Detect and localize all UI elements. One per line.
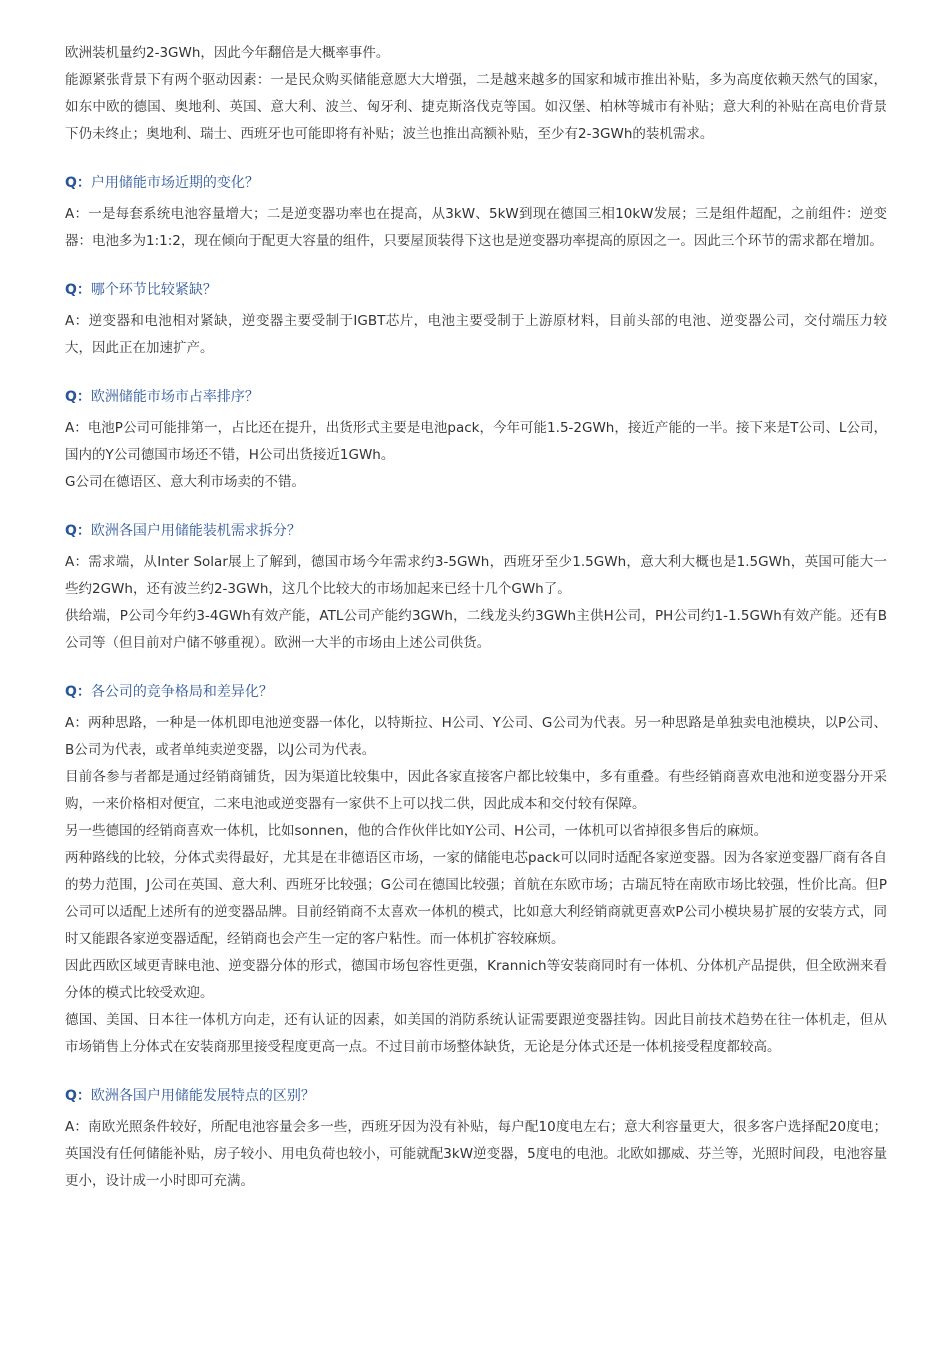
question-prefix: Q： [65,389,91,405]
answer-paragraph: 因此西欧区域更青睐电池、逆变器分体的形式，德国市场包容性更强，Krannich等安装商同时有一体机、分体机产品提供，但全欧洲来看分体的模式比较受欢迎。 [65,958,887,1001]
answer-paragraph: 目前各参与者都是通过经销商铺货，因为渠道比较集中，因此各家直接客户都比较集中，多有重叠。有些经销商喜欢电池和逆变器分开采购，一来价格相对便宜，二来电池或逆变器有一家供不上可以找二供，因此成本和交付较有保障。 [65,769,887,812]
question-text: 户用储能市场近期的变化？ [90,175,259,191]
answer-paragraph: 供给端，P公司今年约3-4GWh有效产能，ATL公司产能约3GWh，二线龙头约3GWh主供H公司，PH公司约1-1.5GWh有效产能。还有B公司等（但目前对户储不够重视）。欧洲一大半的市场由上述公司供货。 [65,608,887,651]
qa-section-shortage [65,277,887,362]
question-heading [65,384,887,411]
answer-paragraph: 另一些德国的经销商喜欢一体机，比如sonnen，他的合作伙伴比如Y公司、H公司，一体机可以省掉很多售后的麻烦。 [65,823,768,839]
question-text: 欧洲各国户用储能发展特点的区别？ [90,1088,315,1104]
answer-paragraph: 两种路线的比较，分体式卖得最好，尤其是在非德语区市场，一家的储能电芯pack可以同时适配各家逆变器。因为各家逆变器厂商有各自的势力范围，J公司在英国、意大利、西班牙比较强；G公司在德国比较强；首航在东欧市场；古瑞瓦特在南欧市场比较强，性价比高。但P公司可以适配上述所有的逆变器品牌。目前经销商不太喜欢一体机的模式，比如意大利经销商就更喜欢P公司小模块易扩展的安装方式，同时又能跟各家逆变器适配，经销商也会产生一定的客户粘性。而一体机扩容较麻烦。 [65,850,887,947]
intro-paragraph-2: 能源紧张背景下有两个驱动因素：一是民众购买储能意愿大大增强，二是越来越多的国家和城市推出补贴，多为高度依赖天然气的国家，如东中欧的德国、奥地利、英国、意大利、波兰、匈牙利、捷克斯洛伐克等国。如汉堡、柏林等城市有补贴；意大利的补贴在高电价背景下仍未终止；奥地利、瑞士、西班牙也可能即将有补贴；波兰也推出高额补贴，至少有2-3GWh的装机需求。 [65,72,887,142]
question-text: 各公司的竞争格局和差异化？ [90,684,273,700]
answer-paragraph: 德国、美国、日本往一体机方向走，还有认证的因素，如美国的消防系统认证需要跟逆变器挂钩。因此目前技术趋势在往一体机走，但从市场销售上分体式在安装商那里接受程度更高一点。不过目前市场整体缺货，无论是分体式还是一体机接受程度都较高。 [65,1012,887,1055]
question-heading [65,170,887,197]
question-heading [65,518,887,545]
question-text: 欧洲各国户用储能装机需求拆分？ [90,523,301,539]
answer-paragraph: A：电池P公司可能排第一，占比还在提升，出货形式主要是电池pack，今年可能1.5-2GWh，接近产能的一半。接下来是T公司、L公司，国内的Y公司德国市场还不错，H公司出货接近1GWh。 [65,420,887,463]
question-prefix: Q： [65,175,91,191]
answer-paragraph: A：南欧光照条件较好，所配电池容量会多一些，西班牙因为没有补贴，每户配10度电左右；意大利容量更大，很多客户选择配20度电；英国没有任何储能补贴，房子较小、用电负荷也较小，可能就配3kW逆变器，5度电的电池。北欧如挪威、芬兰等，光照时间段，电池容量更小，设计成一小时即可充满。 [65,1119,887,1189]
question-heading [65,679,887,706]
answer-paragraph: G公司在德语区、意大利市场卖的不错。 [65,474,305,490]
document-page [65,40,887,1195]
question-heading [65,1083,887,1110]
qa-section-competition [65,679,887,1061]
qa-section-country-differences [65,1083,887,1195]
qa-section-market-share [65,384,887,496]
answer-paragraph: A：一是每套系统电池容量增大；二是逆变器功率也在提高，从3kW、5kW到现在德国三相10kW发展；三是组件超配，之前组件：逆变器：电池多为1:1:2，现在倾向于配更大容量的组件，只要屋顶装得下这也是逆变器功率提高的原因之一。因此三个环节的需求都在增加。 [65,206,887,249]
intro-paragraph-1: 欧洲装机量约2-3GWh，因此今年翻倍是大概率事件。 [65,45,390,61]
answer-paragraph: A：两种思路，一种是一体机即电池逆变器一体化，以特斯拉、H公司、Y公司、G公司为代表。另一种思路是单独卖电池模块，以P公司、B公司为代表，或者单纯卖逆变器，以J公司为代表。 [65,715,887,758]
answer-paragraph: A：逆变器和电池相对紧缺，逆变器主要受制于IGBT芯片，电池主要受制于上游原材料，目前头部的电池、逆变器公司，交付端压力较大，因此正在加速扩产。 [65,313,887,356]
question-heading [65,277,887,304]
question-text: 欧洲储能市场市占率排序？ [90,389,259,405]
question-prefix: Q： [65,684,91,700]
question-prefix: Q： [65,1088,91,1104]
question-prefix: Q： [65,523,91,539]
question-text: 哪个环节比较紧缺？ [90,282,217,298]
qa-section-recent-changes [65,170,887,255]
answer-paragraph: A：需求端，从Inter Solar展上了解到，德国市场今年需求约3-5GWh，西班牙至少1.5GWh，意大利大概也是1.5GWh，英国可能大一些约2GWh，还有波兰约2-3GWh，这几个比较大的市场加起来已经十几个GWh了。 [65,554,887,597]
question-prefix: Q： [65,282,91,298]
qa-section-demand-split [65,518,887,657]
